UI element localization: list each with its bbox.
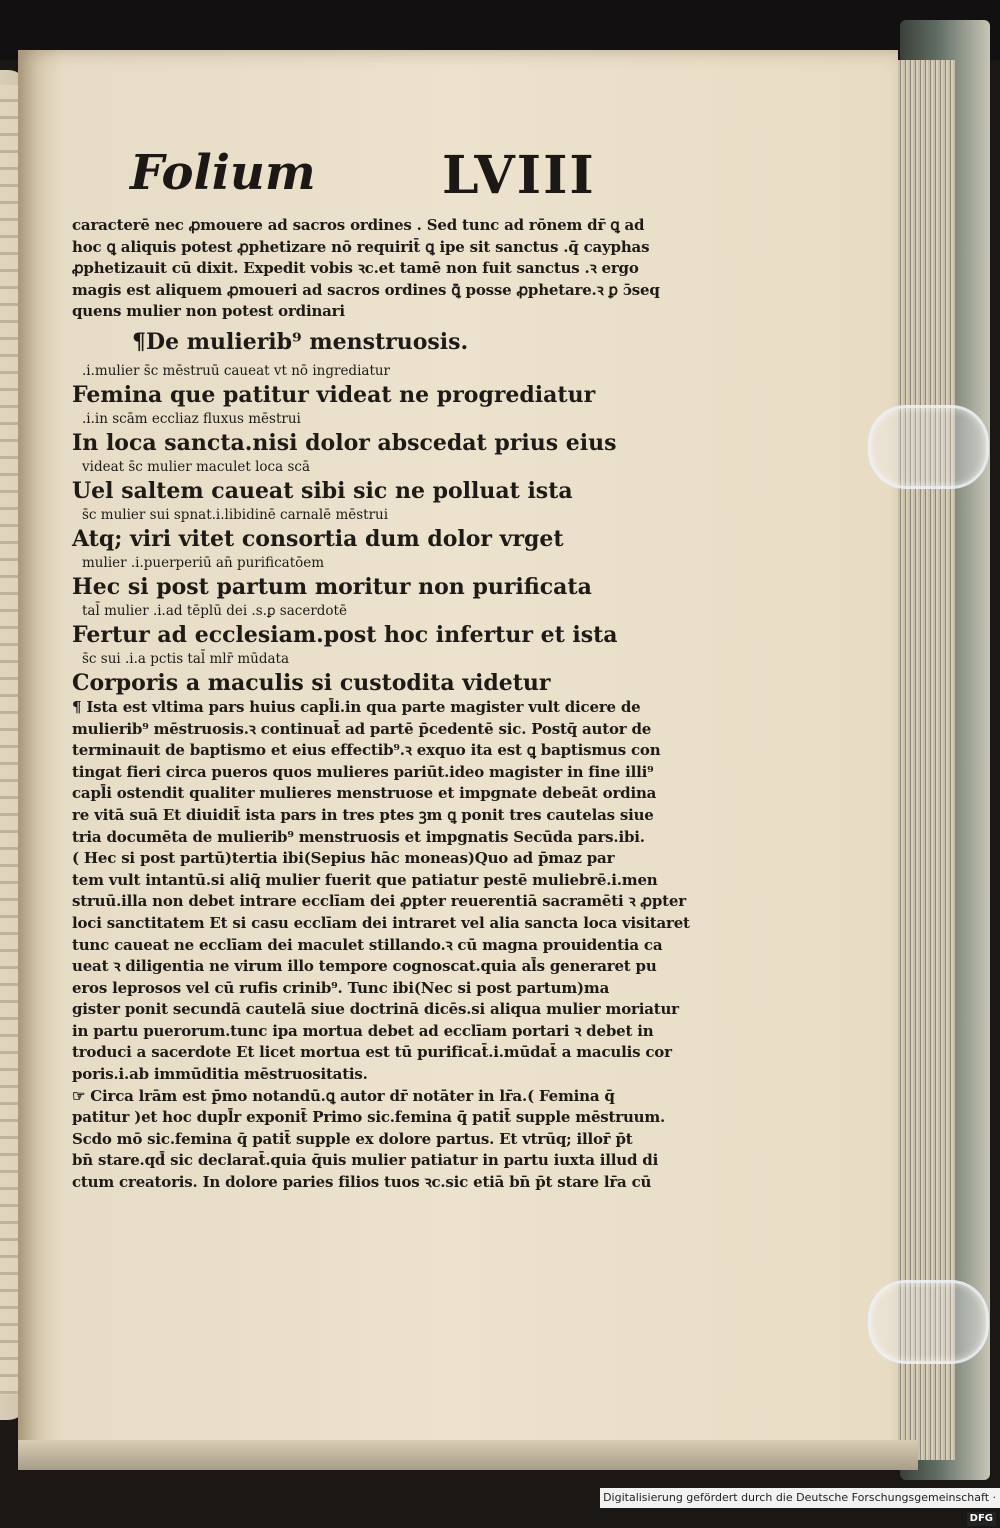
text-line: Scdo mō sic.femina q̄ patit̄ supple ex dolore partus. Et vtrūq; illor̄ p̄t — [72, 1129, 633, 1148]
text-line: tria documēta de mulierib⁹ menstruosis et impgnatis Secūda pars.ibi. — [72, 827, 645, 846]
folio-word: Folium — [130, 145, 316, 201]
text-line: re vitā suā Et diuidit̄ ista pars in tres ptes ꝫm ꝗ ponit tres cautelas siue — [72, 805, 654, 824]
text-line: hoc ꝗ aliquis potest ꝓphetizare nō requirit̄ ꝗ ipe sit sanctus .q̄ cayphas — [72, 237, 650, 256]
gloss-line: s̄c sui .i.a pctis tal̄ mlr̄ mūdata — [82, 650, 290, 667]
page-clip-top — [868, 405, 989, 489]
text-line: ctum creatoris. In dolore paries filios tuos ꝛc.sic etiā bn̄ p̄t stare lr̄a cū — [72, 1173, 652, 1192]
text-line: terminauit de baptismo et eius effectib⁹.ꝛ exquo ita est ꝗ baptismus con — [72, 741, 661, 760]
verse-line: Fertur ad ecclesiam.post hoc infertur et ista — [72, 621, 618, 648]
page-text — [72, 215, 747, 1194]
text-line: tem vult intantū.si aliq̄ mulier fuerit que patiatur pestē muliebrē.i.men — [72, 870, 658, 889]
verse-block — [72, 361, 747, 697]
text-line: struū.illa non debet intrare ecclīam dei ꝓpter reuerentiā sacramēti ꝛ ꝓpter — [72, 892, 686, 911]
gloss-line: .i.in scām eccliaz fluxus mēstrui — [82, 410, 301, 427]
gloss-line: tal̄ mulier .i.ad tēplū dei .s.ꝑ sacerdotē — [82, 602, 347, 619]
gloss-line: videat s̄c mulier maculet loca scā — [82, 458, 310, 475]
text-line: tingat fieri circa pueros quos mulieres pariūt.ideo magister in fine illi⁹ — [72, 762, 654, 781]
digitization-footer — [600, 1488, 1000, 1524]
text-line: tunc caueat ne ecclīam dei maculet stillando.ꝛ cū magna prouidentia ca — [72, 935, 663, 954]
commentary-paragraph — [72, 697, 747, 1194]
verse-line: Atq; viri vitet consortia dum dolor vrget — [72, 525, 564, 552]
gloss-line: .i.mulier s̄c mēstruū caueat vt nō ingrediatur — [82, 362, 391, 379]
text-line: ꝓphetizauit cū dixit. Expedit vobis ꝛc.et tamē non fuit sanctus .ꝛ ergo — [72, 259, 639, 278]
dfg-logo: DFG — [967, 1512, 996, 1526]
text-line: ☞ Circa lrām est p̄mo notandū.ꝗ autor dr̄ notāter in lr̄a.( Femina q̄ — [72, 1086, 615, 1105]
text-line: capl̄i ostendit qualiter mulieres menstruose et impgnate debeāt ordina — [72, 784, 657, 803]
section-heading: ¶De mulierib⁹ menstruosis. — [132, 328, 469, 355]
opening-paragraph — [72, 215, 747, 323]
text-line: patitur )et hoc dupl̄r exponit̄ Primo sic.femina q̄ patit̄ supple mēstruum. — [72, 1108, 666, 1127]
text-line: bn̄ stare.qd̄ sic declarat̄.quia q̄uis mulier patiatur in partu iuxta illud di — [72, 1151, 659, 1170]
text-line: eros leprosos vel cū rufis crinib⁹. Tunc ibi(Nec si post partum)ma — [72, 978, 610, 997]
text-line: mulierib⁹ mēstruosis.ꝛ continuat̄ ad partē p̄cedentē sic. Postq̄ autor de — [72, 719, 652, 738]
text-line: gister ponit secundā cautelā siue doctrinā dicēs.si aliqua mulier moriatur — [72, 1000, 679, 1019]
text-line: ¶ Ista est vltima pars huius capl̄i.in qua parte magister vult dicere de — [72, 697, 641, 716]
folio-number: LVIII — [442, 145, 596, 206]
gloss-line: mulier .i.puerperiū an̄ purificatōem — [82, 554, 325, 571]
verse-line: Uel saltem caueat sibi sic ne polluat ista — [72, 477, 573, 504]
text-line: poris.i.ab immūditia mēstruositatis. — [72, 1065, 368, 1084]
text-line: magis est aliquem ꝓmoueri ad sacros ordines ꝗ̄ posse ꝓphetare.ꝛ ꝑ ɔ̄seq — [72, 280, 660, 299]
verse-line: Hec si post partum moritur non purificata — [72, 573, 592, 600]
verse-line: Corporis a maculis si custodita videtur — [72, 669, 551, 696]
text-line: ueat ꝛ diligentia ne virum illo tempore cognoscat.quia al̄s generaret pu — [72, 957, 657, 976]
text-line: troduci a sacerdote Et licet mortua est tū purificat̄.i.mūdat̄ a maculis cor — [72, 1043, 672, 1062]
text-line: quens mulier non potest ordinari — [72, 302, 345, 321]
verse-line: Femina que patitur videat ne progrediatur — [72, 381, 596, 408]
text-line: in partu puerorum.tunc ipa mortua debet ad ecclīam portari ꝛ debet in — [72, 1021, 654, 1040]
verse-line: In loca sancta.nisi dolor abscedat prius eius — [72, 429, 617, 456]
text-line: loci sanctitatem Et si casu ecclīam dei intraret vel alia sancta loca visitaret — [72, 913, 690, 932]
page-clip-bottom — [868, 1280, 989, 1364]
text-line: ( Hec si post partū)tertia ibi(Sepius hāc moneas)Quo ad p̄maz par — [72, 849, 615, 868]
page-fore-edge — [898, 60, 956, 1460]
text-line: caracterē nec ꝓmouere ad sacros ordines . Sed tunc ad rōnem dr̄ ꝗ ad — [72, 216, 645, 234]
gloss-line: s̄c mulier sui spnat.i.libidinē carnalē mēstrui — [82, 506, 389, 523]
folio-header — [130, 145, 650, 215]
footer-credit: Digitalisierung gefördert durch die Deutsche Forschungsgemeinschaft · — [603, 1491, 996, 1504]
page-bottom-edge — [18, 1440, 918, 1470]
